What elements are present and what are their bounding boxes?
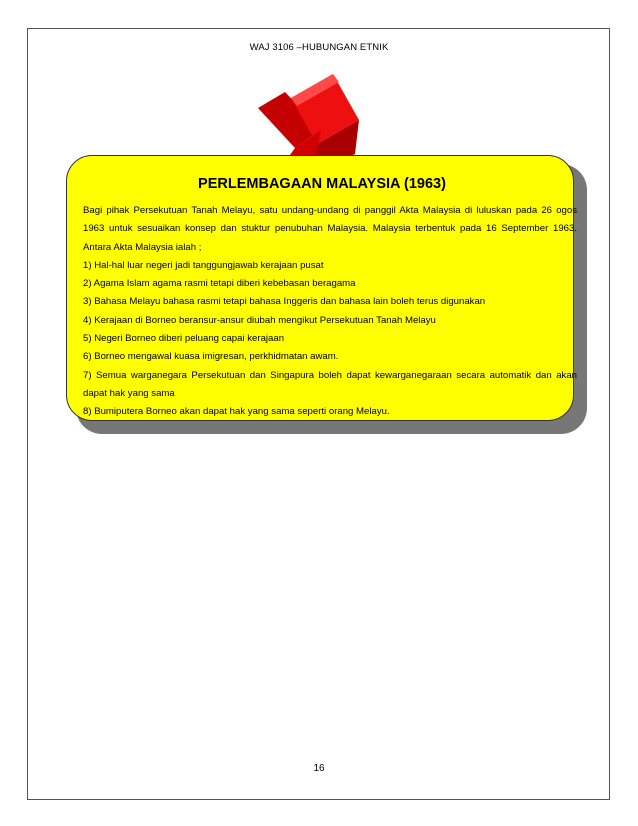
page-number: 16 bbox=[313, 763, 325, 774]
list-item: 2) Agama Islam agama rasmi tetapi diberi kebebasan beragama bbox=[83, 278, 356, 290]
list-item: 4) Kerajaan di Borneo beransur-ansur diubah mengikut Persekutuan Tanah Melayu bbox=[83, 314, 436, 326]
list-item: 5) Negeri Borneo diberi peluang capai kerajaan bbox=[83, 333, 285, 345]
list-item: 7) Semua warganegara Persekutuan dan Singapura boleh dapat kewarganegaraan secara automatik dan akan dapat hak yang sama bbox=[83, 369, 577, 399]
intro-paragraph: Bagi pihak Persekutuan Tanah Melayu, satu undang-undang di panggil Akta Malaysia di luluskan pada 26 ogos 1963 untuk sesuaikan konsep dan stuktur penubuhan Malaysia. Malaysia terbentuk pada 16 September 1963. Antara Akta Malaysia ialah ; bbox=[83, 205, 577, 253]
page-header: WAJ 3106 –HUBUNGAN ETNIK bbox=[249, 42, 389, 53]
list-item: 8) Bumiputera Borneo akan dapat hak yang sama seperti orang Melayu. bbox=[83, 406, 390, 418]
list-item: 6) Borneo mengawal kuasa imigresan, perkhidmatan awam. bbox=[83, 351, 339, 363]
list-item: 1) Hal-hal luar negeri jadi tanggungjawab kerajaan pusat bbox=[83, 259, 324, 271]
callout-text bbox=[83, 202, 577, 422]
list-item: 3) Bahasa Melayu bahasa rasmi tetapi bahasa Inggeris dan bahasa lain boleh terus digunakan bbox=[83, 296, 486, 308]
callout-title: PERLEMBAGAAN MALAYSIA (1963) bbox=[198, 176, 446, 192]
